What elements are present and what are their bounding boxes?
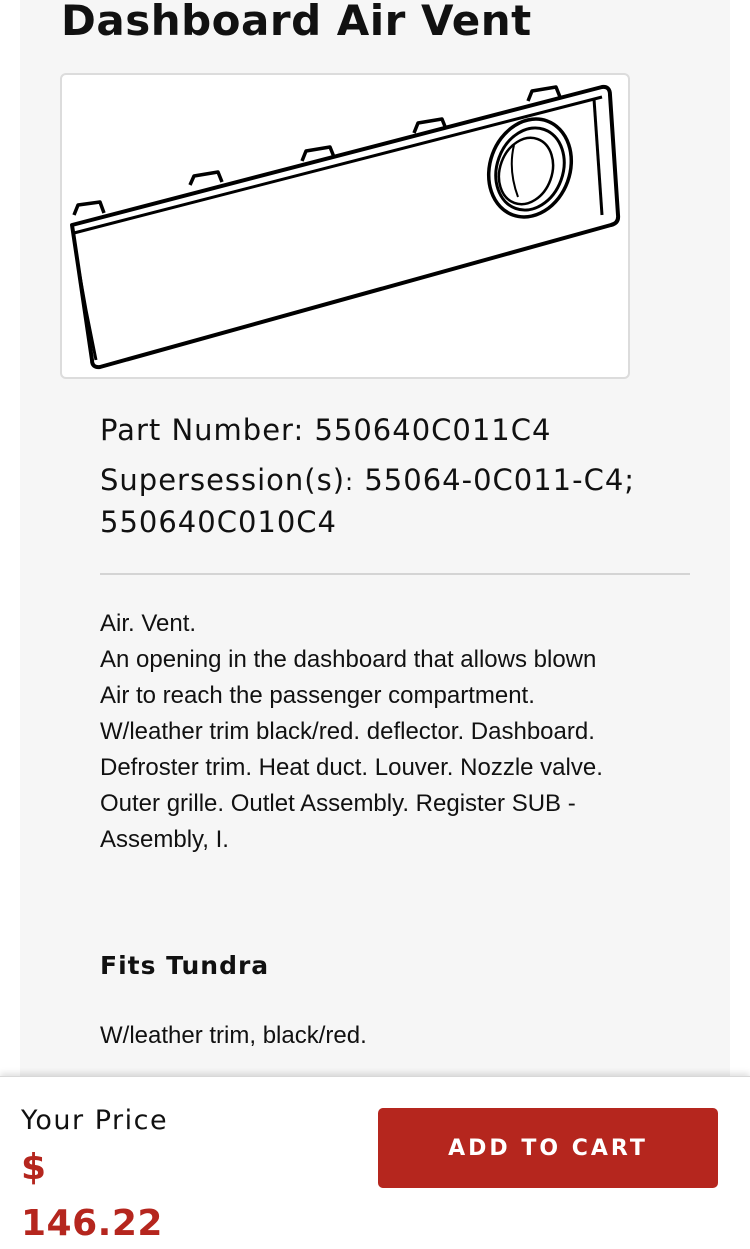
description-line: Outer grille. Outlet Assembly. Register SUB - <box>100 790 576 817</box>
price-label: Your Price <box>21 1105 169 1136</box>
purchase-bar <box>0 1076 750 1249</box>
price-amount: 146.22 <box>21 1203 163 1244</box>
description-line: Assembly, I. <box>100 826 229 853</box>
description-line: An opening in the dashboard that allows blown <box>100 646 597 673</box>
description-line: Air. Vent. <box>100 610 197 637</box>
supersession-separator: : <box>345 468 355 496</box>
fits-vehicle-heading: Fits Tundra <box>100 951 270 980</box>
part-number-value: 550640C011C4 <box>314 413 552 447</box>
part-number-row <box>100 413 551 447</box>
product-image[interactable] <box>60 73 630 379</box>
supersession-label: Supersession(s) <box>100 463 346 497</box>
page-title: Dashboard Air Vent <box>61 0 532 45</box>
product-description <box>100 606 700 858</box>
supersession-row <box>100 463 635 497</box>
part-number-label: Part Number: <box>100 413 305 447</box>
description-line: Air to reach the passenger compartment. <box>100 682 535 709</box>
air-vent-illustration <box>62 75 628 377</box>
supersession-value-2: 550640C010C4 <box>100 505 338 539</box>
description-line: Defroster trim. Heat duct. Louver. Nozzle valve. <box>100 754 603 781</box>
description-line: W/leather trim black/red. deflector. Dashboard. <box>100 718 595 745</box>
section-divider <box>100 573 690 575</box>
price-currency: $ <box>21 1147 47 1188</box>
supersession-value-1: 55064-0C011-C4; <box>364 463 636 497</box>
supersession-row-2 <box>100 505 337 539</box>
fits-note: W/leather trim, black/red. <box>100 1022 367 1049</box>
add-to-cart-button[interactable]: ADD TO CART <box>378 1108 718 1188</box>
